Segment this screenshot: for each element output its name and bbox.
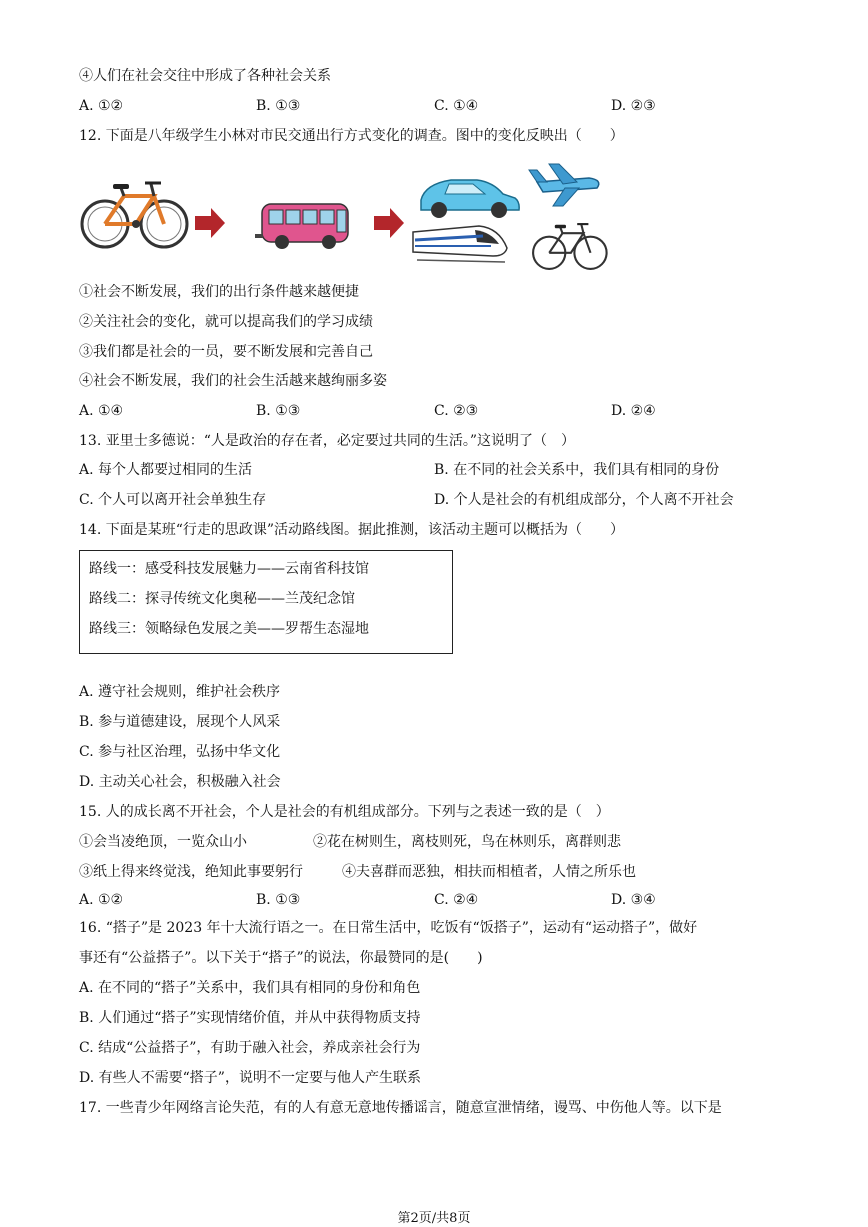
q14-route-3: 路线三：领略绿色发展之美——罗帮生态湿地	[89, 621, 369, 637]
q15-item-3: ③纸上得来终觉浅，绝知此事要躬行	[79, 864, 303, 880]
q12-option-a: A. ①④	[79, 403, 124, 419]
q16-option-b: B. 人们通过“搭子”实现情绪价值，并从中获得物质支持	[79, 1010, 421, 1026]
q12-option-d: D. ②④	[611, 403, 656, 419]
q14-option-b: B. 参与道德建设，展现个人风采	[79, 714, 281, 730]
q16-option-c: C. 结成“公益搭子”，有助于融入社会，养成亲社会行为	[79, 1040, 421, 1056]
q14-option-d: D. 主动关心社会，积极融入社会	[79, 774, 281, 790]
q14-route-1: 路线一：感受科技发展魅力——云南省科技馆	[89, 561, 369, 577]
q13-option-a: A. 每个人都要过相同的生活	[79, 462, 253, 478]
arrow-right-icon	[195, 208, 225, 238]
q14-route-box	[79, 550, 453, 654]
q16-stem-line-1: 16. “搭子”是 2023 年十大流行语之一。在日常生活中，吃饭有“饭搭子”，运动有“运动搭子”，做好	[79, 920, 698, 936]
q11-option-d: D. ②③	[611, 98, 656, 114]
q14-route-2: 路线二：探寻传统文化奥秘——兰茂纪念馆	[89, 591, 355, 607]
bus-icon	[255, 204, 348, 249]
q12-item-3: ③我们都是社会的一员，要不断发展和完善自己	[79, 344, 373, 360]
car-icon	[421, 180, 519, 218]
arrow-right-icon	[374, 208, 404, 238]
q12-option-b: B. ①③	[256, 403, 301, 419]
q15-item-2: ②花在树则生，离枝则死，鸟在林则乐，离群则悲	[313, 834, 621, 850]
q12-transport-figure	[79, 160, 619, 275]
page-number: 第2页/共8页	[397, 1211, 471, 1226]
q12-item-4: ④社会不断发展，我们的社会生活越来越绚丽多姿	[79, 373, 387, 389]
q15-item-4: ④夫喜群而恶独，相扶而相植者，人情之所乐也	[342, 864, 636, 880]
q15-item-1: ①会当凌绝顶，一览众山小	[79, 834, 247, 850]
q15-option-c: C. ②④	[434, 892, 479, 908]
q15-stem: 15. 人的成长离不开社会，个人是社会的有机组成部分。下列与之表述一致的是（ ）	[79, 804, 610, 820]
q15-option-b: B. ①③	[256, 892, 301, 908]
q11-option-a: A. ①②	[79, 98, 124, 114]
q13-option-d: D. 个人是社会的有机组成部分，个人离不开社会	[434, 492, 734, 508]
q16-option-a: A. 在不同的“搭子”关系中，我们具有相同的身份和角色	[79, 980, 421, 996]
q15-option-d: D. ③④	[611, 892, 656, 908]
q11-item-4: ④人们在社会交往中形成了各种社会关系	[79, 68, 331, 84]
q13-option-c: C. 个人可以离开社会单独生存	[79, 492, 267, 508]
q16-stem-line-2: 事还有“公益搭子”。以下关于“搭子”的说法，你最赞同的是( )	[79, 950, 483, 966]
q13-stem: 13. 亚里士多德说：“人是政治的存在者，必定要过共同的生活。”这说明了（ ）	[79, 433, 576, 449]
bicycle-icon	[82, 183, 187, 247]
q17-stem: 17. 一些青少年网络言论失范，有的人有意无意地传播谣言，随意宣泄情绪，谩骂、中伤他人等。以下是	[79, 1100, 722, 1116]
q12-stem: 12. 下面是八年级学生小林对市民交通出行方式变化的调查。图中的变化反映出（ ）	[79, 128, 624, 144]
q15-option-a: A. ①②	[79, 892, 124, 908]
high-speed-train-icon	[413, 226, 507, 262]
q14-stem: 14. 下面是某班“行走的思政课”活动路线图。据此推测，该活动主题可以概括为（ ）	[79, 522, 625, 538]
q14-option-a: A. 遵守社会规则，维护社会秩序	[79, 684, 281, 700]
q14-option-c: C. 参与社区治理，弘扬中华文化	[79, 744, 281, 760]
airplane-icon	[529, 164, 599, 206]
q11-option-c: C. ①④	[434, 98, 479, 114]
q11-option-b: B. ①③	[256, 98, 301, 114]
bicycle-icon	[533, 224, 607, 269]
q16-option-d: D. 有些人不需要“搭子”，说明不一定要与他人产生联系	[79, 1070, 421, 1086]
q13-option-b: B. 在不同的社会关系中，我们具有相同的身份	[434, 462, 720, 478]
q12-option-c: C. ②③	[434, 403, 479, 419]
q12-item-2: ②关注社会的变化，就可以提高我们的学习成绩	[79, 314, 373, 330]
q12-item-1: ①社会不断发展，我们的出行条件越来越便捷	[79, 284, 359, 300]
